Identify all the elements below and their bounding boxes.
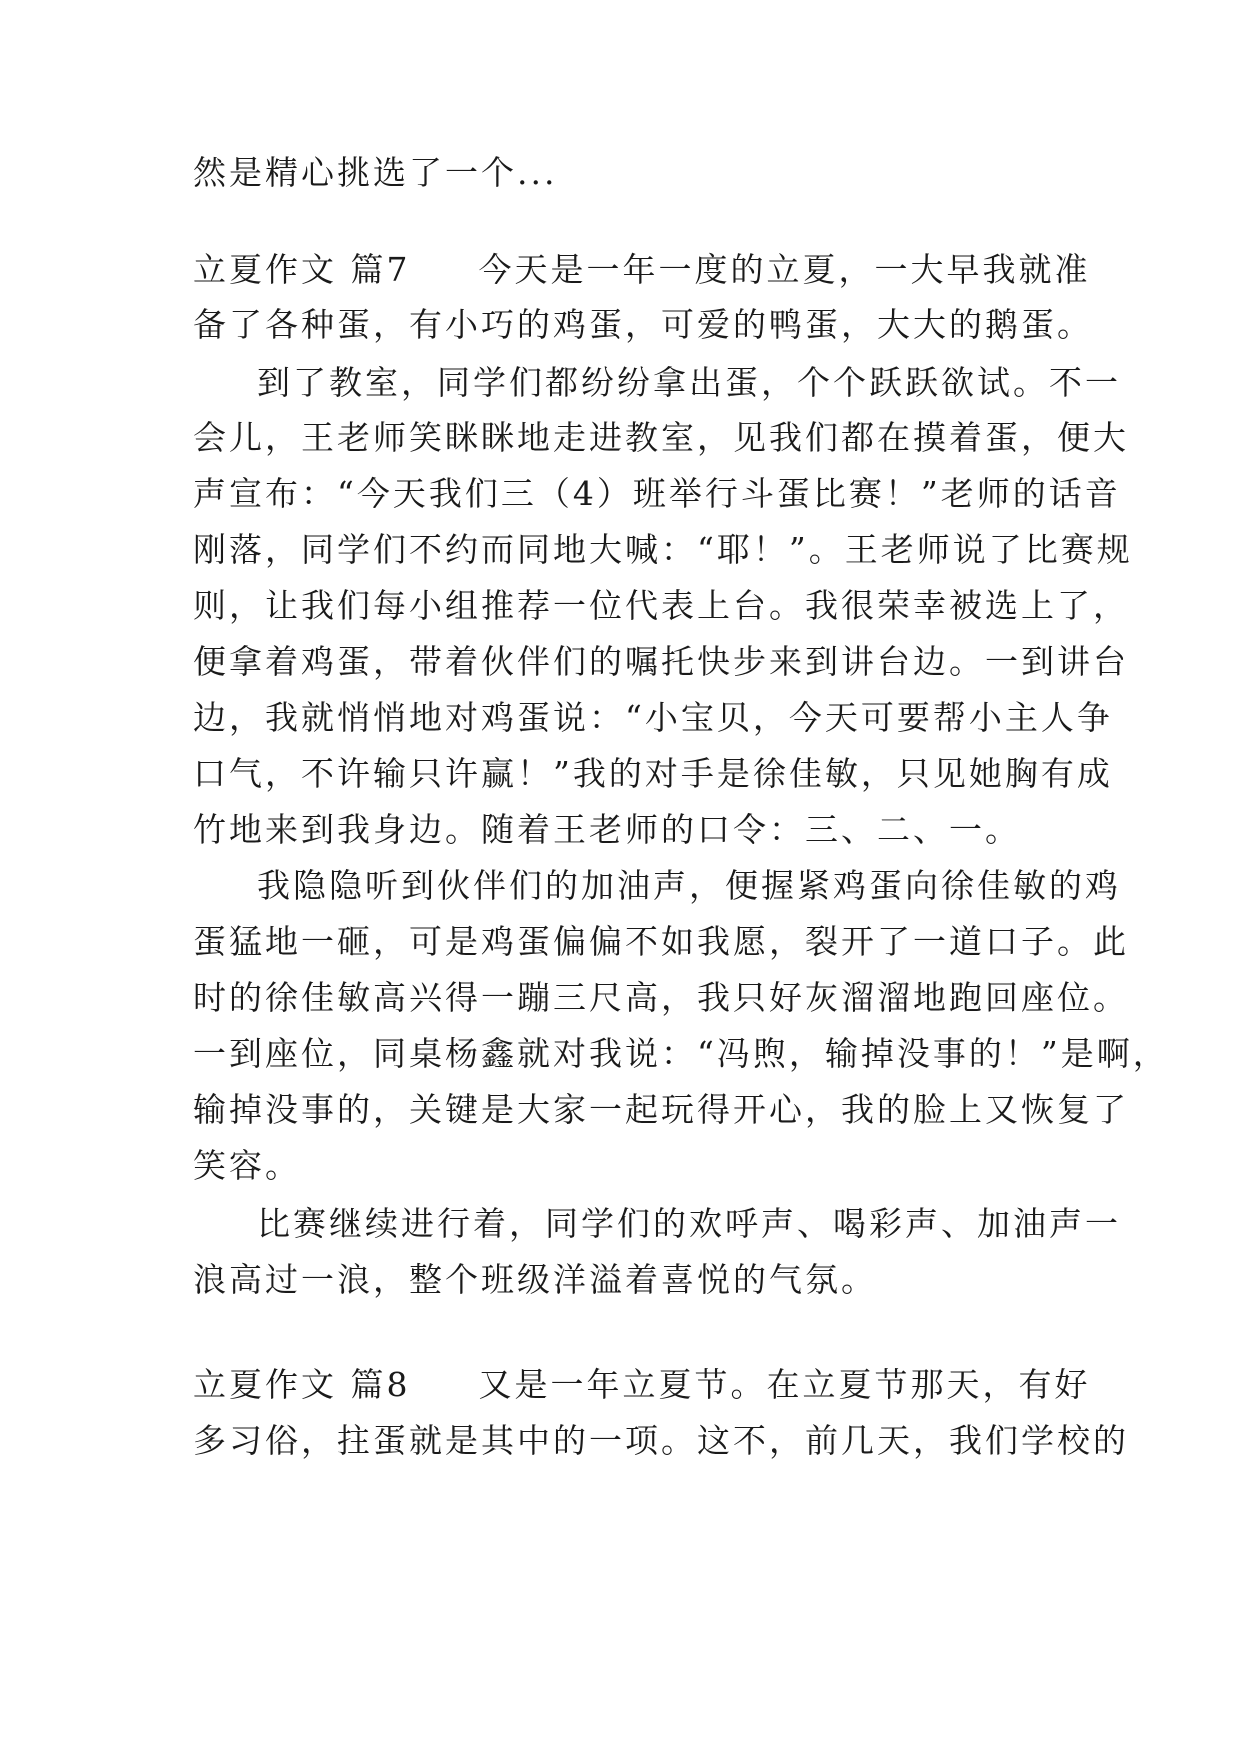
paragraph-line: 我隐隐听到伙伴们的加油声，便握紧鸡蛋向徐佳敏的鸡: [257, 866, 1121, 905]
section-heading-line: [193, 1365, 1091, 1405]
section-heading: 立夏作文 篇7: [193, 250, 411, 289]
section-heading-line: [193, 250, 1091, 290]
paragraph-line: 浪高过一浪，整个班级洋溢着喜悦的气氛。: [193, 1260, 877, 1299]
paragraph-line: 口气，不许输只许赢！”我的对手是徐佳敏，只见她胸有成: [193, 754, 1113, 793]
paragraph-line: 又是一年立夏节。在立夏节那天，有好: [478, 1365, 1091, 1404]
section-heading: 立夏作文 篇8: [193, 1365, 411, 1404]
paragraph-line: 到了教室，同学们都纷纷拿出蛋，个个跃跃欲试。不一: [257, 363, 1121, 402]
paragraph-line: 然是精心挑选了一个...: [193, 153, 558, 192]
paragraph-line: 便拿着鸡蛋，带着伙伴们的嘱托快步来到讲台边。一到讲台: [193, 642, 1129, 681]
paragraph-line: 则，让我们每小组推荐一位代表上台。我很荣幸被选上了，: [193, 586, 1129, 625]
paragraph-line: 刚落，同学们不约而同地大喊：“耶！”。王老师说了比赛规: [193, 530, 1133, 569]
paragraph-line: 备了各种蛋，有小巧的鸡蛋，可爱的鸭蛋，大大的鹅蛋。: [193, 305, 1093, 344]
paragraph-line: 输掉没事的，关键是大家一起玩得开心，我的脸上又恢复了: [193, 1090, 1129, 1129]
paragraph-line: 比赛继续进行着，同学们的欢呼声、喝彩声、加油声一: [257, 1204, 1121, 1243]
paragraph-line: 边，我就悄悄地对鸡蛋说：“小宝贝，今天可要帮小主人争: [193, 698, 1113, 737]
paragraph-line: 声宣布：“今天我们三（4）班举行斗蛋比赛！”老师的话音: [193, 474, 1121, 513]
paragraph-line: 一到座位，同桌杨鑫就对我说：“冯煦，输掉没事的！”是啊，: [193, 1034, 1169, 1073]
paragraph-line: 时的徐佳敏高兴得一蹦三尺高，我只好灰溜溜地跑回座位。: [193, 978, 1129, 1017]
paragraph-line: 今天是一年一度的立夏，一大早我就准: [478, 250, 1091, 289]
paragraph-line: 笑容。: [193, 1146, 301, 1185]
paragraph-line: 竹地来到我身边。随着王老师的口令：三、二、一。: [193, 810, 1021, 849]
paragraph-line: 多习俗，拄蛋就是其中的一项。这不，前几天，我们学校的: [193, 1421, 1129, 1460]
paragraph-line: 蛋猛地一砸，可是鸡蛋偏偏不如我愿，裂开了一道口子。此: [193, 922, 1129, 961]
paragraph-line: 会儿，王老师笑眯眯地走进教室，见我们都在摸着蛋，便大: [193, 418, 1129, 457]
